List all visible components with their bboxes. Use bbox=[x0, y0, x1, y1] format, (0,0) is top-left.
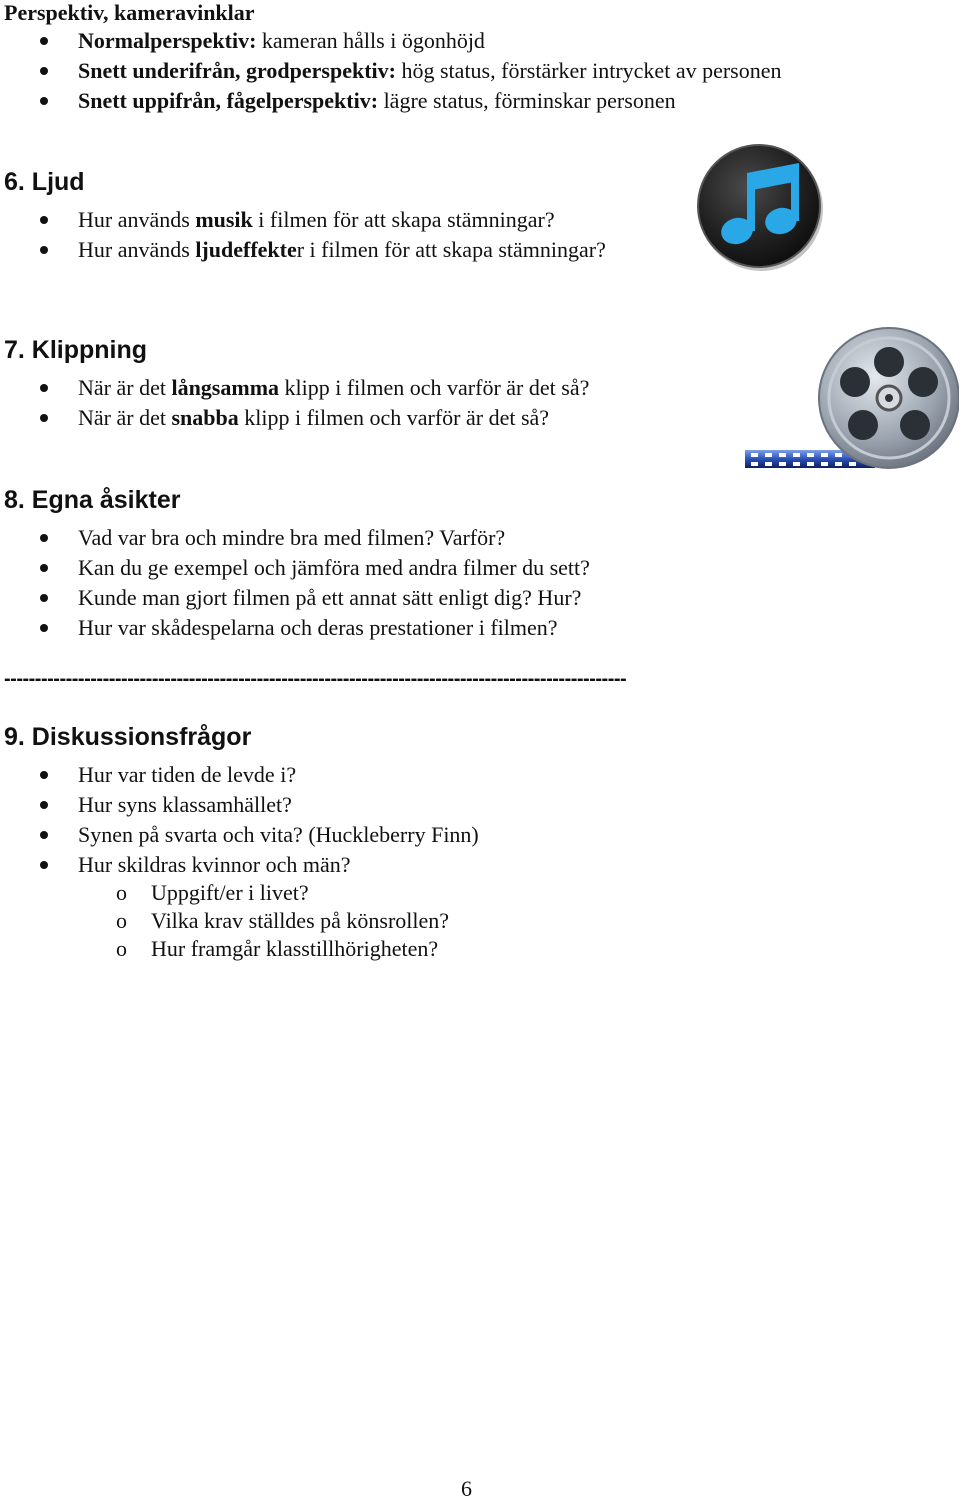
term: Snett underifrån, grodperspektiv: bbox=[78, 58, 396, 83]
sub-bullet-marker: o bbox=[116, 880, 127, 905]
bullet-icon bbox=[40, 97, 48, 105]
emphasis: långsamma bbox=[171, 375, 280, 400]
description: hög status, förstärker intrycket av personen bbox=[396, 58, 782, 83]
bullet-icon bbox=[40, 67, 48, 75]
emphasis: musik bbox=[195, 207, 253, 232]
bullet-icon bbox=[40, 414, 48, 422]
term: Snett uppifrån, fågelperspektiv: bbox=[78, 88, 379, 113]
section-heading-ljud: 6. Ljud bbox=[4, 168, 85, 196]
bullet-icon bbox=[40, 771, 48, 779]
emphasis: ljudeffekte bbox=[195, 237, 297, 262]
emphasis: snabba bbox=[171, 405, 239, 430]
term: Normalperspektiv: bbox=[78, 28, 257, 53]
bullet-icon bbox=[40, 37, 48, 45]
film-reel-icon bbox=[745, 326, 959, 470]
description: kameran hålls i ögonhöjd bbox=[256, 28, 485, 53]
bullet-icon bbox=[40, 246, 48, 254]
bullet-icon bbox=[40, 594, 48, 602]
music-note-icon bbox=[695, 143, 825, 273]
dashed-divider: ----------------------------------------------------------------------------------------------------- bbox=[4, 668, 627, 690]
sub-bullet-marker: o bbox=[116, 908, 127, 933]
section-heading-perspektiv: Perspektiv, kameravinklar bbox=[4, 0, 255, 25]
section-heading-klippning: 7. Klippning bbox=[4, 336, 148, 364]
bullet-icon bbox=[40, 216, 48, 224]
bullet-icon bbox=[40, 861, 48, 869]
bullet-icon bbox=[40, 831, 48, 839]
section-heading-asikter: 8. Egna åsikter bbox=[4, 486, 181, 514]
bullet-icon bbox=[40, 801, 48, 809]
bullet-icon bbox=[40, 624, 48, 632]
section-heading-diskussion: 9. Diskussionsfrågor bbox=[4, 723, 252, 751]
page-number: 6 bbox=[461, 1476, 472, 1501]
sub-bullet-marker: o bbox=[116, 936, 127, 961]
description: lägre status, förminskar personen bbox=[378, 88, 676, 113]
bullet-icon bbox=[40, 534, 48, 542]
bullet-icon bbox=[40, 564, 48, 572]
bullet-icon bbox=[40, 384, 48, 392]
